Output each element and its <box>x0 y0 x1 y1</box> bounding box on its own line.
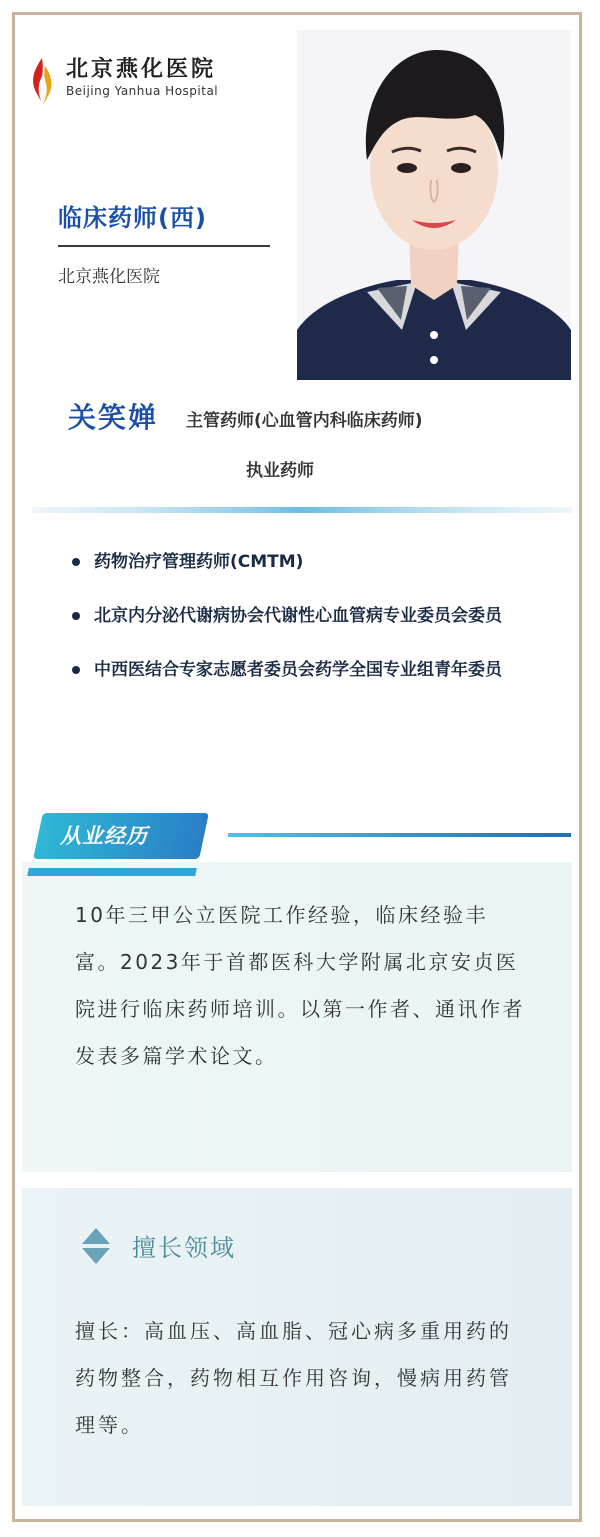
specialty-text: 擅长：高血压、高血脂、冠心病多重用药的药物整合，药物相互作用咨询，慢病用药管理等。 <box>75 1319 512 1437</box>
role-title: 临床药师(西) <box>58 204 207 232</box>
list-item <box>70 545 580 579</box>
experience-text: 10年三甲公立医院工作经验，临床经验丰富。2023年于首都医科大学附属北京安贞医院进行临床药师培训。以第一作者、通讯作者发表多篇学术论文。 <box>75 903 525 1068</box>
title-secondary: 执业药师 <box>246 461 314 481</box>
bullet-icon <box>72 558 80 566</box>
dotted-divider <box>32 507 572 513</box>
list-item <box>70 599 580 633</box>
logo-name-en: Beijing Yanhua Hospital <box>66 84 219 98</box>
credential-text: 药物治疗管理药师(CMTM) <box>94 552 304 572</box>
pharmacist-portrait <box>297 30 571 380</box>
credential-text: 北京内分泌代谢病协会代谢性心血管病专业委员会委员 <box>94 606 502 626</box>
experience-panel <box>22 862 572 1172</box>
title-primary: 主管药师(心血管内科临床药师) <box>186 411 423 431</box>
credential-text: 中西医结合专家志愿者委员会药学全国专业组青年委员 <box>94 660 502 680</box>
experience-heading: 从业经历 <box>60 824 148 848</box>
bullet-icon <box>72 612 80 620</box>
heading-underline <box>27 868 197 876</box>
list-item <box>70 653 580 687</box>
bullet-icon <box>72 666 80 674</box>
credentials-list <box>70 545 580 707</box>
flame-logo-icon <box>28 56 58 106</box>
up-down-arrows-icon <box>79 1226 113 1266</box>
specialty-panel <box>22 1188 572 1506</box>
heading-rule <box>228 833 571 837</box>
divider <box>58 245 270 247</box>
logo-name-cn: 北京燕化医院 <box>66 56 217 82</box>
hospital-name: 北京燕化医院 <box>58 267 160 287</box>
pharmacist-name: 关笑婵 <box>68 401 159 434</box>
portrait-image <box>297 30 571 380</box>
specialty-heading: 擅长领域 <box>132 1234 236 1262</box>
